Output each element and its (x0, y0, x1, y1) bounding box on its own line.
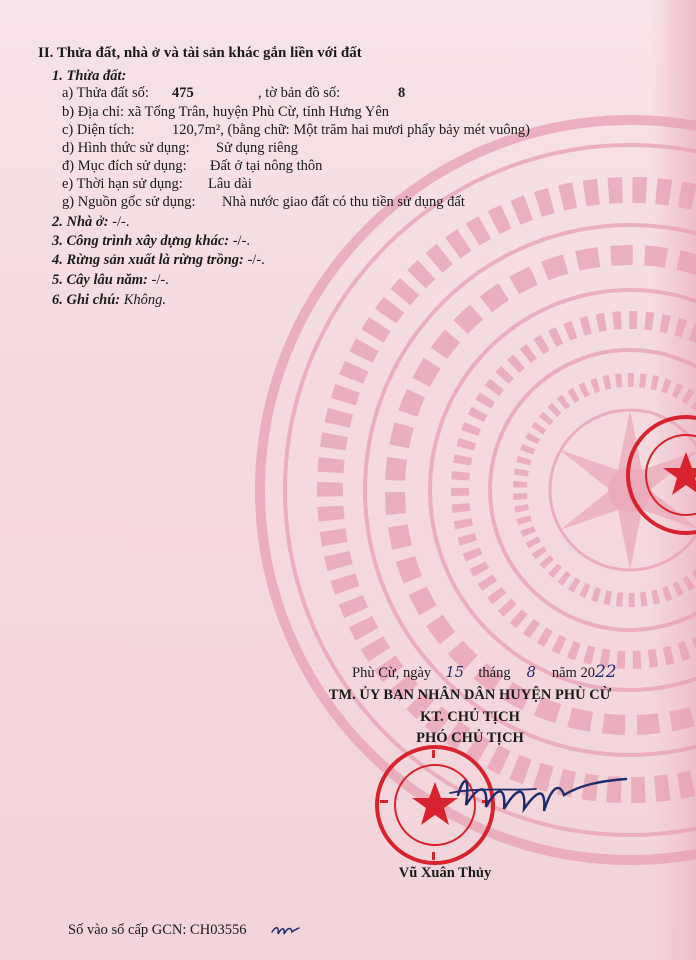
usage-term-value: Lâu dài (208, 176, 252, 192)
address-line: b) Địa chỉ: xã Tống Trân, huyện Phù Cừ, tỉnh Hưng Yên (62, 104, 390, 120)
authority-line3: PHÓ CHỦ TỊCH (416, 730, 524, 746)
area-label: c) Diện tích: (62, 122, 135, 138)
date-year-suffix: 22 (594, 662, 617, 682)
register-value: CH03556 (190, 922, 247, 938)
map-sheet-label: , tờ bản đồ số: (258, 85, 341, 101)
signer-name: Vũ Xuân Thủy (398, 865, 492, 881)
parcel-number-label: a) Thửa đất số: (62, 85, 149, 101)
date-year-label: năm 20 (551, 665, 595, 681)
usage-term-label: e) Thời hạn sử dụng: (62, 176, 183, 192)
date-day: 15 (445, 665, 464, 681)
house-heading: 2. Nhà ở: (52, 214, 109, 230)
forest-row (52, 251, 265, 269)
house-value: -/-. (112, 214, 130, 230)
map-sheet-number: 8 (398, 85, 406, 101)
construction-heading: 3. Công trình xây dựng khác: (52, 233, 230, 249)
issue-date (352, 663, 617, 682)
authority-line1: TM. ỦY BAN NHÂN DÂN HUYỆN PHÙ CỪ (328, 687, 612, 703)
origin-label: g) Nguồn gốc sử dụng: (62, 194, 196, 210)
construction-row (52, 232, 250, 250)
date-month-label: tháng (478, 665, 511, 681)
register-initial-icon (270, 922, 300, 938)
perennial-heading: 5. Cây lâu năm: (52, 272, 148, 288)
date-place-label: Phù Cừ, ngày (352, 665, 432, 681)
forest-heading: 4. Rừng sản xuất là rừng trồng: (52, 252, 244, 268)
signature-icon (440, 765, 640, 825)
parcel-number: 475 (172, 85, 194, 101)
perennial-row (52, 271, 169, 289)
edge-seal-icon (620, 410, 696, 540)
usage-form-label: d) Hình thức sử dụng: (62, 140, 190, 156)
register-number (68, 921, 246, 939)
usage-purpose-value: Đất ở tại nông thôn (210, 158, 323, 174)
register-label: Số vào sổ cấp GCN: (68, 922, 187, 938)
construction-value: -/-. (232, 233, 251, 249)
note-row (52, 291, 166, 309)
usage-purpose-label: đ) Mục đích sử dụng: (62, 158, 187, 174)
usage-form-value: Sử dụng riêng (216, 140, 298, 156)
section-title: II. Thửa đất, nhà ở và tài sản khác gắn liền với đất (38, 45, 362, 61)
perennial-value: -/-. (151, 272, 169, 288)
area-value: 120,7m², (bằng chữ: Một trăm hai mươi phẩy bảy mét vuông) (172, 122, 530, 138)
house-row (52, 213, 129, 231)
authority-line2: KT. CHỦ TỊCH (420, 709, 520, 725)
origin-value: Nhà nước giao đất có thu tiền sử dụng đất (222, 194, 465, 210)
note-heading: 6. Ghi chú: (52, 292, 121, 308)
date-month: 8 (526, 665, 536, 681)
note-value: Không. (123, 292, 167, 308)
forest-value: -/-. (247, 252, 265, 268)
land-heading: 1. Thửa đất: (52, 68, 127, 84)
